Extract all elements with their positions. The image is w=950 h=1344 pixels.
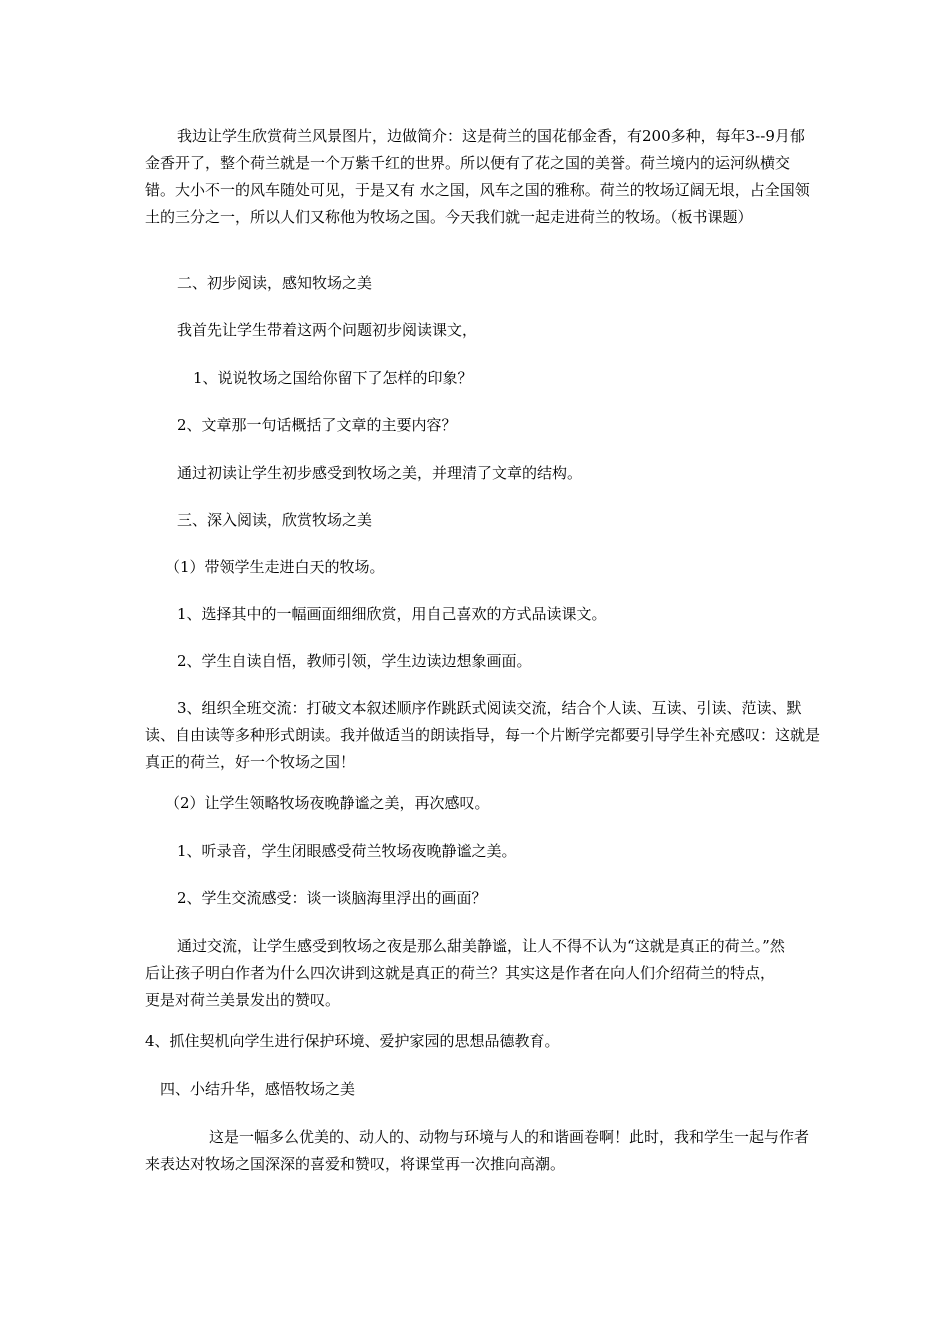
question-item-2: 2、文章那一句话概括了文章的主要内容？ [177, 416, 457, 434]
daytime-step-3: 3、组织全班交流：打破文本叙述顺序作跳跃式阅读交流，结合个人读、互读、引读、范读、默读、自由读等多种形式朗读。我并做适当的朗读指导，每一个片断学完都要引导学生补充感叹：这就是真正的荷兰，好一个牧场之国！ [145, 699, 821, 771]
intro-paragraph: 我边让学生欣赏荷兰风景图片，边做简介：这是荷兰的国花郁金香，有200多种，每年3--9月郁金香开了，整个荷兰就是一个万紫千红的世界。所以便有了花之国的美誉。荷兰境内的运河纵横交错。大小不一的风车随处可见，于是又有 水之国，风车之国的雅称。荷兰的牧场辽阔无垠，占全国领土的三分之一，所以人们又称他为牧场之国。今天我们就一起走进荷兰的牧场。（板书课题） [145, 127, 810, 226]
night-step-2: 2、学生交流感受：谈一谈脑海里浮出的画面？ [177, 889, 487, 907]
paragraph-first-read: 通过初读让学生初步感受到牧场之美，并理清了文章的结构。 [177, 464, 583, 482]
section-heading-2: 二、初步阅读，感知牧场之美 [177, 274, 373, 292]
night-step-1: 1、听录音，学生闭眼感受荷兰牧场夜晚静谧之美。 [177, 842, 517, 860]
subsection-daytime: （1）带领学生走进白天的牧场。 [165, 558, 385, 576]
subsection-night: （2）让学生领略牧场夜晚静谧之美，再次感叹。 [165, 794, 490, 812]
section-heading-3: 三、深入阅读，欣赏牧场之美 [177, 511, 373, 529]
night-summary-paragraph: 通过交流，让学生感受到牧场之夜是那么甜美静谧，让人不得不认为“这就是真正的荷兰。”然后让孩子明白作者为什么四次讲到这就是真正的荷兰？其实这是作者在向人们介绍荷兰的特点，更是对荷兰美景发出的赞叹。 [145, 937, 785, 1009]
daytime-step-1: 1、选择其中的一幅画面细细欣赏，用自己喜欢的方式品读课文。 [177, 605, 607, 623]
question-item-1: 1、说说牧场之国给你留下了怎样的印象？ [193, 369, 473, 387]
daytime-step-2: 2、学生自读自悟，教师引领，学生边读边想象画面。 [177, 652, 532, 670]
paragraph-questions-intro: 我首先让学生带着这两个问题初步阅读课文， [177, 321, 478, 339]
moral-education-step: 4、抓住契机向学生进行保护环境、爱护家园的思想品德教育。 [145, 1032, 560, 1050]
closing-paragraph: 这是一幅多么优美的、动人的、动物与环境与人的和谐画卷啊！此时，我和学生一起与作者来表达对牧场之国深深的喜爱和赞叹，将课堂再一次推向高潮。 [145, 1128, 810, 1173]
section-heading-4: 四、小结升华，感悟牧场之美 [160, 1080, 356, 1098]
